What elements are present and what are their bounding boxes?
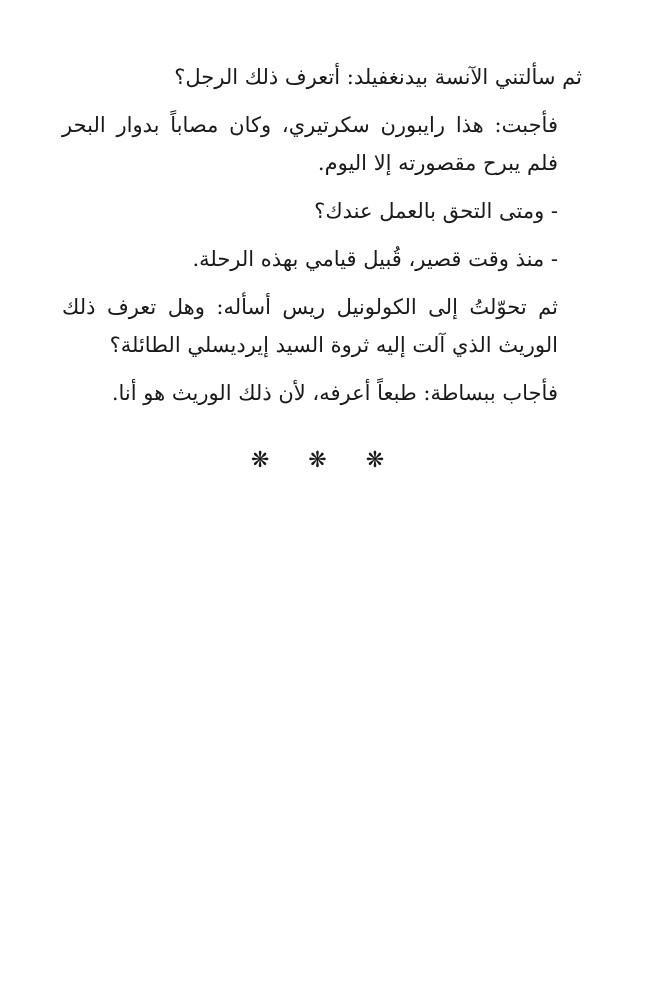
paragraph-colonel-answer: فأجاب ببساطة: طبعاً أعرفه، لأن ذلك الوريث هو أنا. — [111, 381, 558, 405]
dialogue-line-short-time: - منذ وقت قصير، قُبيل قيامي بهذه الرحلة. — [192, 247, 558, 271]
text-body — [62, 58, 582, 422]
paragraph-answer-secretary: فأجبت: هذا رايبورن سكرتيري، وكان مصاباً بدوار البحر فلم يبرح مقصورته إلا اليوم. — [62, 113, 558, 175]
section-separator: ❋ ❋ ❋ — [250, 448, 401, 473]
paragraph-colonel-question: ثم تحوّلتُ إلى الكولونيل ريس أسأله: وهل تعرف ذلك الوريث الذي آلت إليه ثروة السيد إيرديسلي الطائلة؟ — [62, 295, 558, 357]
paragraph-question: ثم سألتني الآنسة بيدنغفيلد: أتعرف ذلك الرجل؟ — [174, 65, 582, 89]
dialogue-line-when-joined: - ومتى التحق بالعمل عندك؟ — [314, 199, 558, 223]
